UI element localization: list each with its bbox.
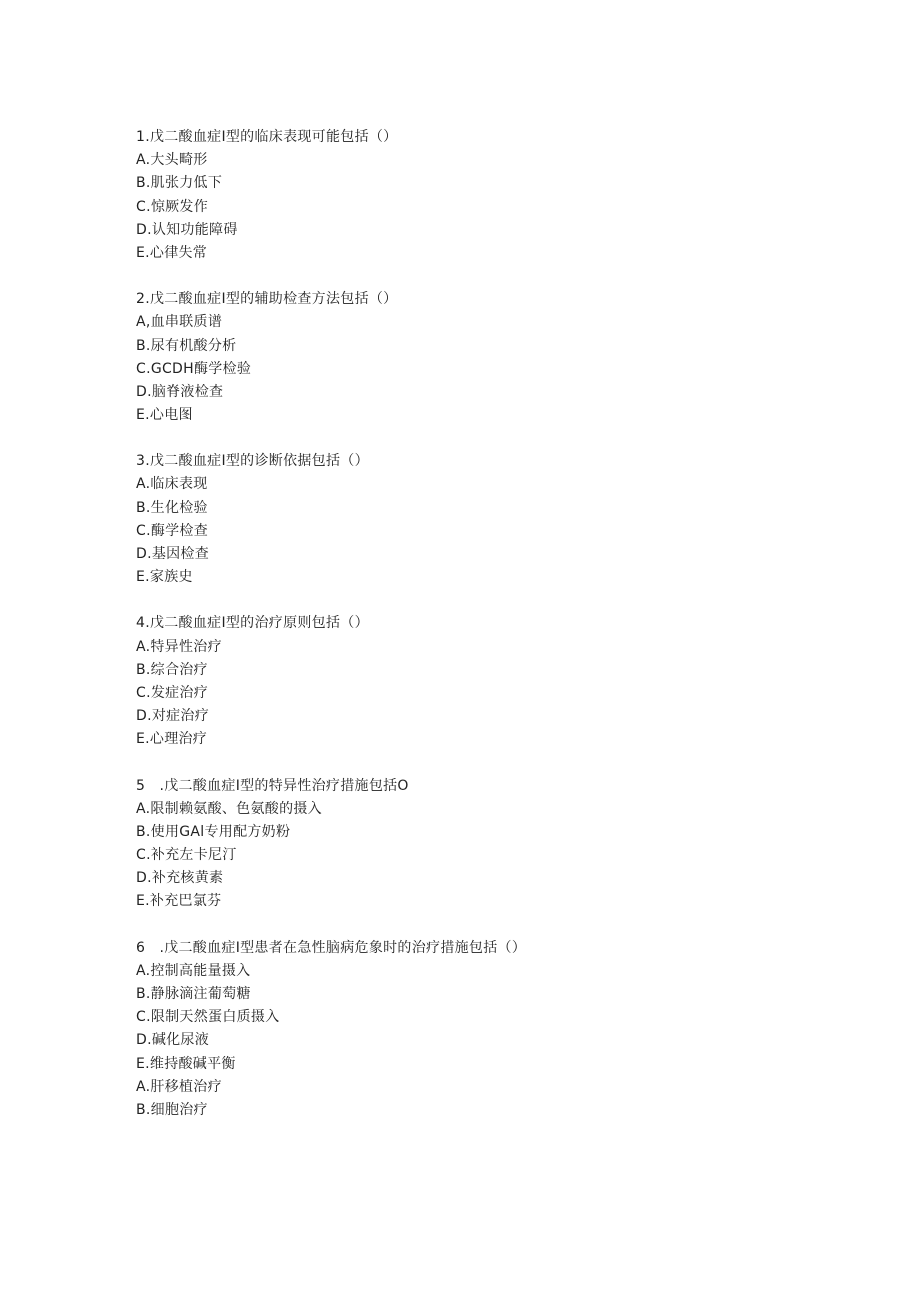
option: C.GCDH酶学检验 xyxy=(136,360,252,377)
option: A.限制赖氨酸、色氨酸的摄入 xyxy=(136,800,322,817)
option: B.综合治疗 xyxy=(136,661,208,678)
option: A.临床表现 xyxy=(136,476,208,493)
option: B.使用GAl专用配方奶粉 xyxy=(136,823,291,840)
option: C.酶学检查 xyxy=(136,522,209,539)
option: E.心电图 xyxy=(136,407,193,424)
option: D.脑脊液检查 xyxy=(136,383,224,400)
document-page xyxy=(136,126,836,1145)
option: E.补充巴氯芬 xyxy=(136,893,222,910)
option: A.特异性治疗 xyxy=(136,638,222,655)
option: B.静脉滴注葡萄糖 xyxy=(136,986,251,1002)
option: C.补充左卡尼汀 xyxy=(136,847,237,864)
option: A.大头畸形 xyxy=(136,152,208,169)
question-4 xyxy=(136,612,836,751)
option: A.肝移植治疗 xyxy=(136,1078,222,1095)
option: D.认知功能障碍 xyxy=(136,221,238,238)
option: B.肌张力低下 xyxy=(136,175,223,192)
option: B.细胞治疗 xyxy=(136,1101,208,1118)
option: E.心理治疗 xyxy=(136,731,208,748)
question-5 xyxy=(136,775,836,914)
question-6 xyxy=(136,937,836,1123)
question-title: 5 .戊二酸血症I型的特异性治疗措施包括O xyxy=(136,777,409,794)
option: E.心律失常 xyxy=(136,244,208,261)
option: A.控制高能量摄入 xyxy=(136,962,251,979)
question-3 xyxy=(136,450,836,589)
option: D.基因检查 xyxy=(136,546,210,562)
question-title: 3.戊二酸血症I型的诊断依据包括（） xyxy=(136,453,369,470)
option: B.尿有机酸分析 xyxy=(136,337,237,354)
option: A,血串联质谱 xyxy=(136,314,223,331)
question-2 xyxy=(136,288,836,427)
question-title: 4.戊二酸血症I型的治疗原则包括（） xyxy=(136,615,369,632)
option: E.家族史 xyxy=(136,569,193,586)
question-title: 6 .戊二酸血症I型患者在急性脑病危象时的治疗措施包括（） xyxy=(136,939,527,956)
option: C.限制天然蛋白质摄入 xyxy=(136,1009,280,1026)
option: E.维持酸碱平衡 xyxy=(136,1055,236,1072)
option: B.生化检验 xyxy=(136,499,208,516)
option: C.发症治疗 xyxy=(136,684,209,701)
option: D.碱化尿液 xyxy=(136,1032,210,1049)
option: D.对症治疗 xyxy=(136,708,210,725)
option: D.补充核黄素 xyxy=(136,870,224,887)
question-title: 1.戊二酸血症I型的临床表现可能包括（） xyxy=(136,129,398,145)
option: C.惊厥发作 xyxy=(136,198,209,215)
question-title: 2.戊二酸血症I型的辅助检查方法包括（） xyxy=(136,291,398,308)
question-1 xyxy=(136,126,836,265)
